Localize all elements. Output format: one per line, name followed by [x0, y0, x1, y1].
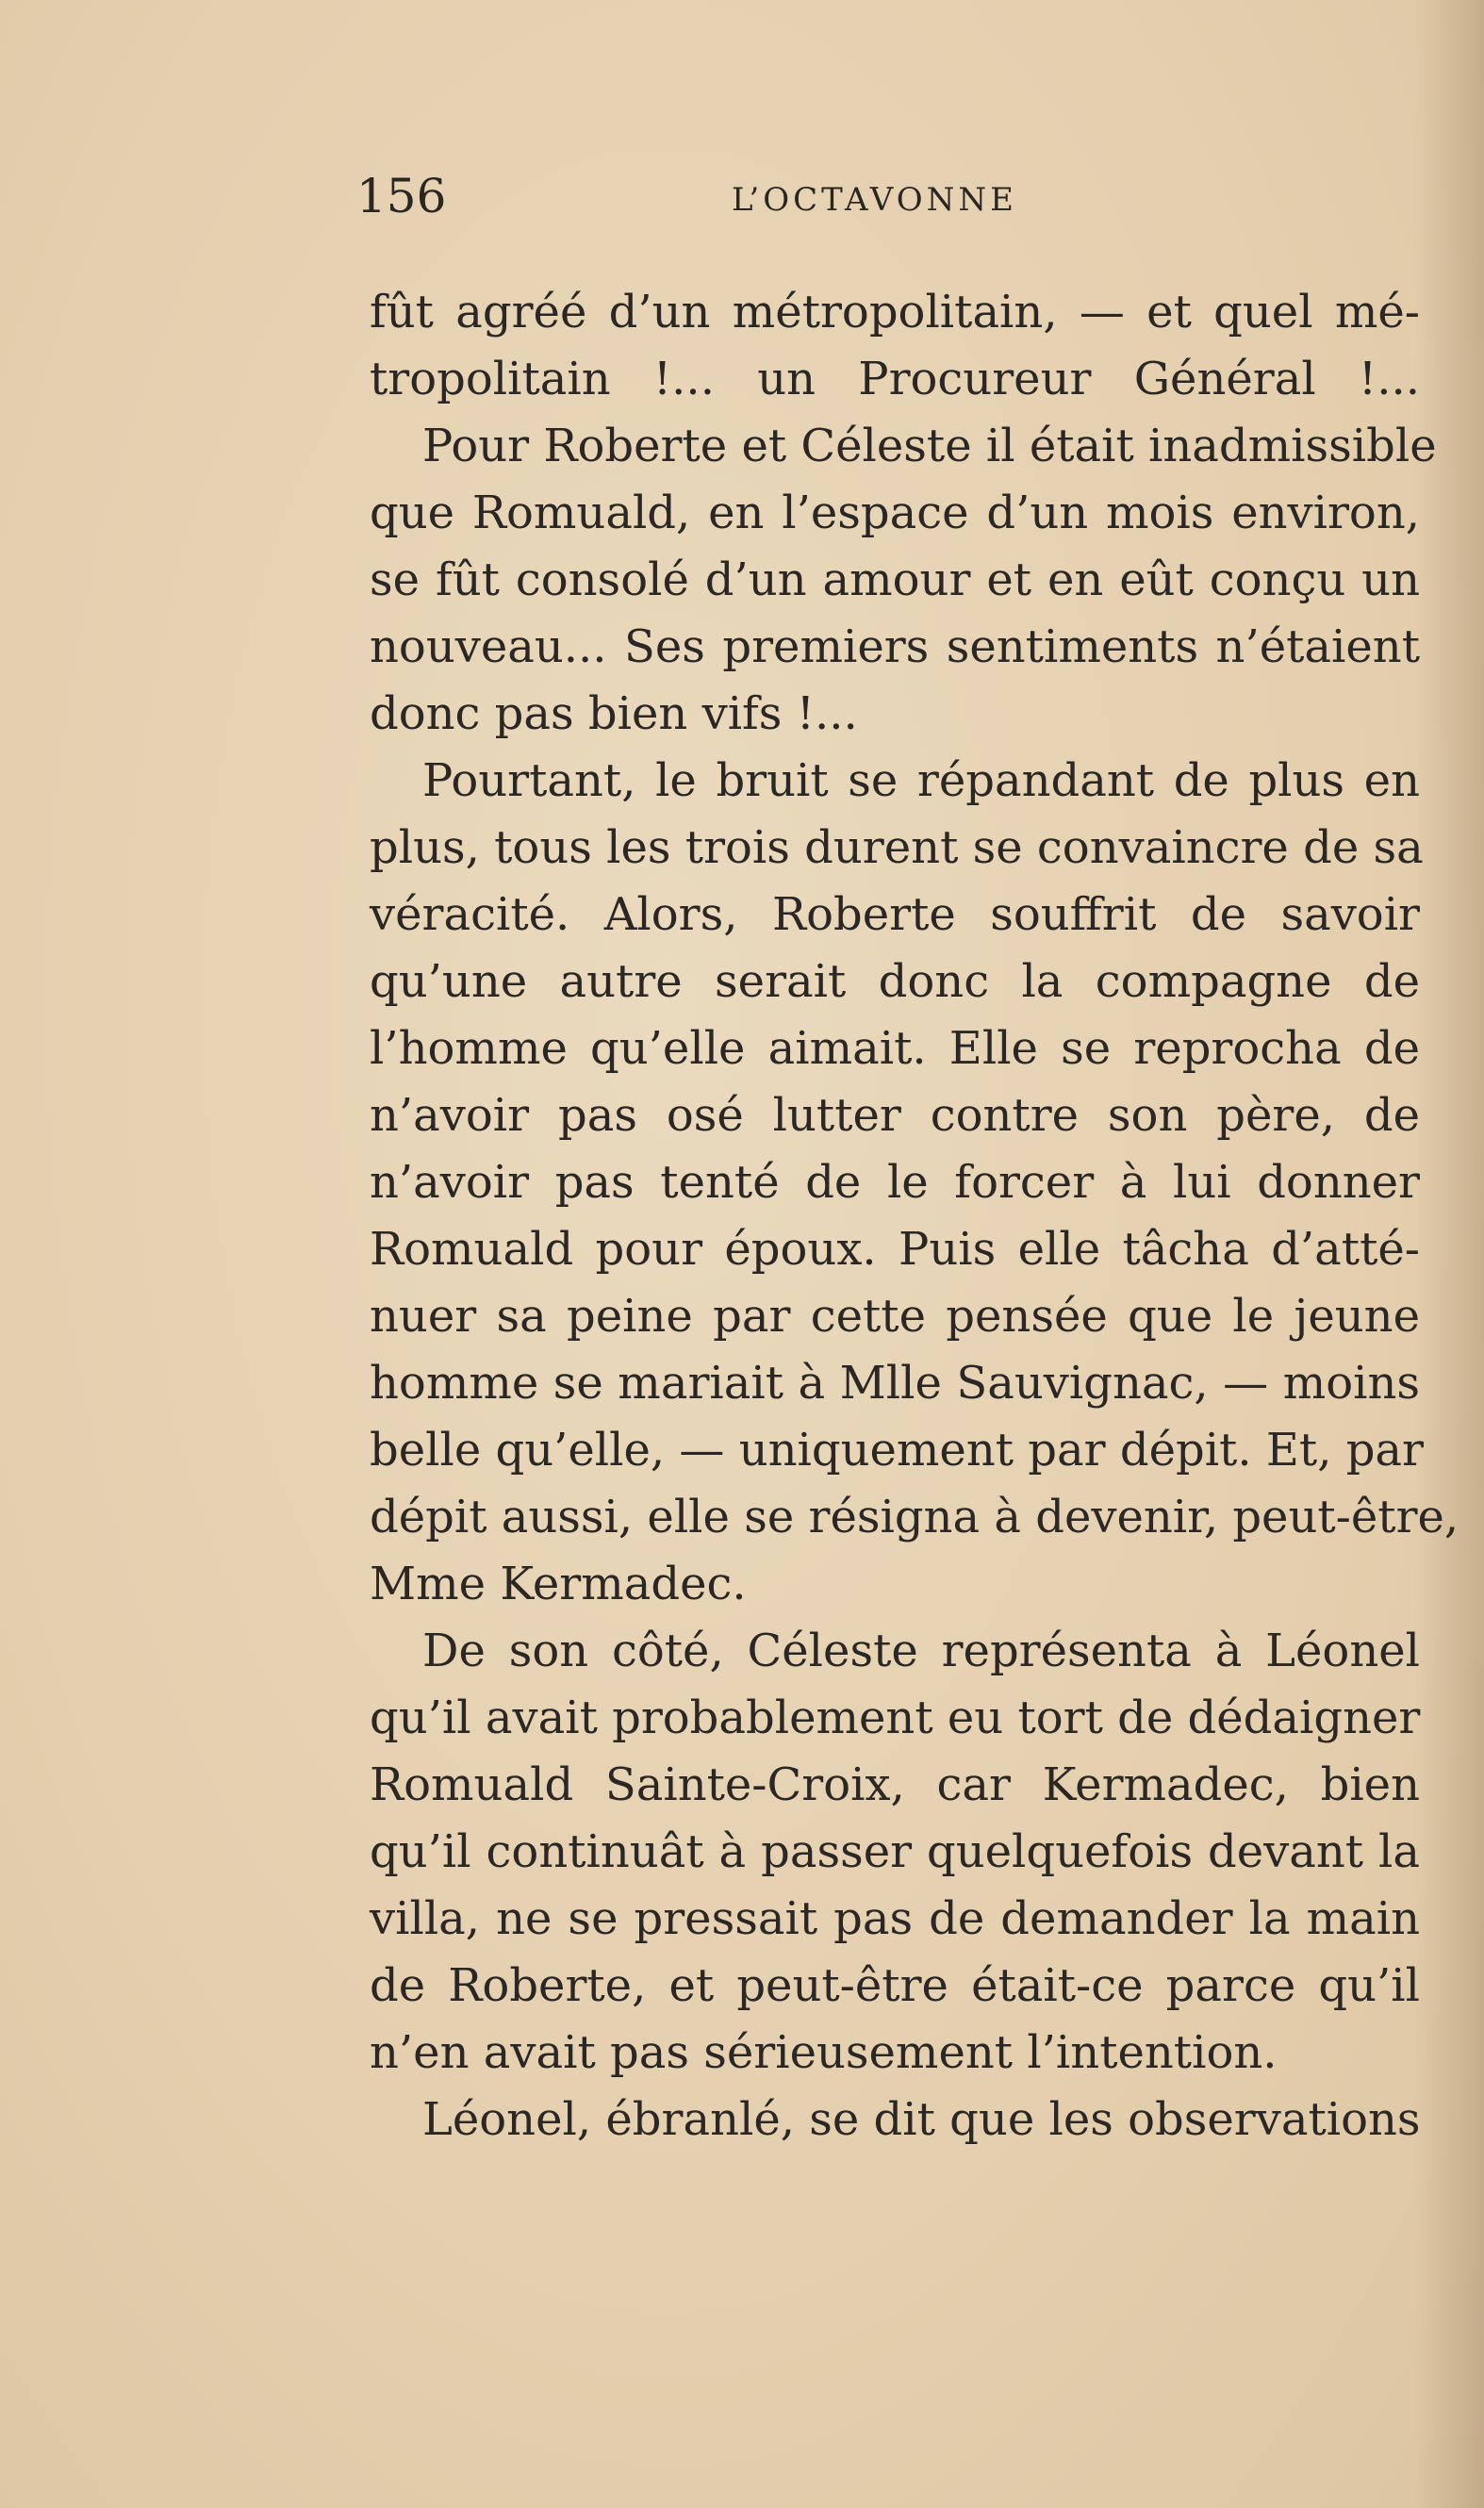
- text-line: Pour Roberte et Céleste il était inadmissible: [422, 420, 1437, 472]
- text-line: qu’il continuât à passer quelquefois devant la: [370, 1825, 1420, 1878]
- body-text: [370, 279, 1459, 2153]
- text-line: que Romuald, en l’espace d’un mois environ,: [370, 487, 1420, 539]
- text-line: nuer sa peine par cette pensée que le jeune: [370, 1290, 1420, 1343]
- text-line: véracité. Alors, Roberte souffrit de savoir: [370, 888, 1420, 941]
- text-line: fût agréé d’un métropolitain, — et quel mé-: [370, 286, 1420, 338]
- text-line: donc pas bien vifs !...: [370, 687, 858, 740]
- text-line: dépit aussi, elle se résigna à devenir, peut-être,: [370, 1491, 1459, 1543]
- text-line: qu’il avait probablement eu tort de dédaigner: [370, 1691, 1421, 1744]
- text-line: de Roberte, et peut-être était-ce parce qu’il: [370, 1959, 1420, 2012]
- page-number: 156: [356, 169, 447, 223]
- text-line: homme se mariait à Mlle Sauvignac, — moins: [370, 1357, 1420, 1410]
- text-line: plus, tous les trois durent se convaincre de sa: [370, 821, 1424, 874]
- text-line: Léonel, ébranlé, se dit que les observations: [422, 2093, 1421, 2146]
- running-title: L’OCTAVONNE: [732, 181, 1017, 219]
- text-line: se fût consolé d’un amour et en eût conçu un: [370, 553, 1420, 606]
- text-line: De son côté, Céleste représenta à Léonel: [422, 1625, 1420, 1677]
- page-header: [356, 168, 1422, 234]
- text-line: n’avoir pas osé lutter contre son père, de: [370, 1089, 1420, 1142]
- text-line: villa, ne se pressait pas de demander la main: [370, 1892, 1420, 1945]
- text-line: n’en avait pas sérieusement l’intention.: [370, 2026, 1278, 2079]
- text-line: belle qu’elle, — uniquement par dépit. Et, par: [370, 1424, 1424, 1477]
- text-line: l’homme qu’elle aimait. Elle se reprocha de: [370, 1022, 1420, 1075]
- text-line: Romuald pour époux. Puis elle tâcha d’atté-: [370, 1223, 1420, 1276]
- text-line: tropolitain !... un Procureur Général !...: [370, 353, 1420, 405]
- text-line: Mme Kermadec.: [370, 1558, 747, 1610]
- text-line: n’avoir pas tenté de le forcer à lui donner: [370, 1156, 1420, 1209]
- text-line: nouveau... Ses premiers sentiments n’étaient: [370, 620, 1420, 673]
- text-line: Pourtant, le bruit se répandant de plus en: [422, 754, 1420, 807]
- text-line: Romuald Sainte-Croix, car Kermadec, bien: [370, 1758, 1420, 1811]
- text-line: qu’une autre serait donc la compagne de: [370, 955, 1420, 1008]
